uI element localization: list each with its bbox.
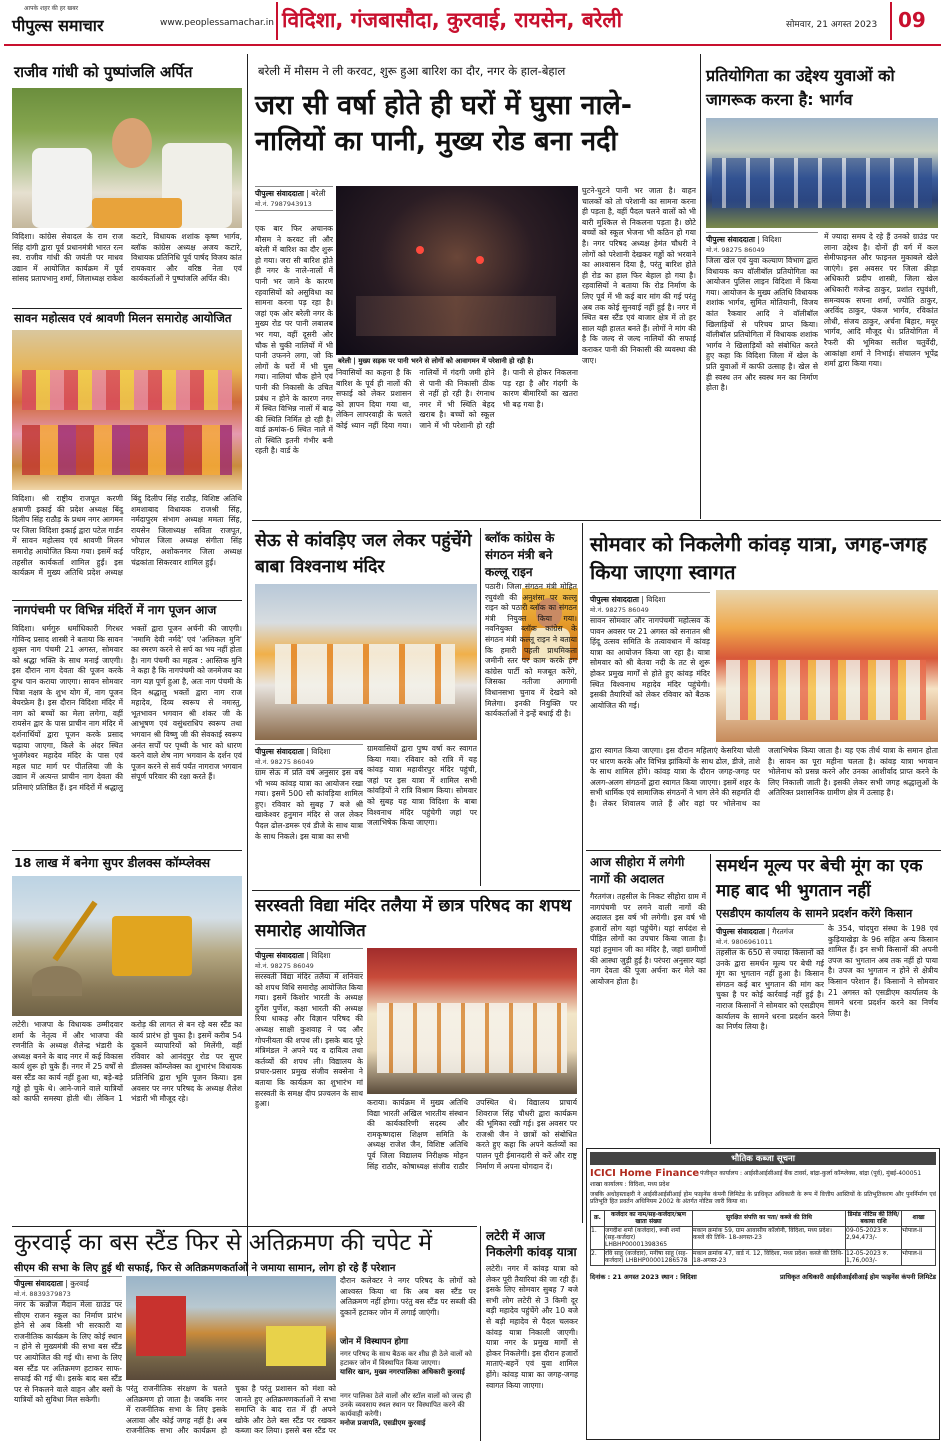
table-header: क्र. bbox=[591, 1210, 605, 1226]
logo-text: पीपुल्स समाचार bbox=[12, 16, 104, 35]
yuva-headline: प्रतियोगिता का उद्देश्य युवाओं को जागरूक करना है: भार्गव bbox=[706, 66, 895, 109]
section-rule bbox=[252, 890, 580, 891]
table-header: डिमांड नोटिस की तिथि/ बकाया राशि bbox=[846, 1210, 902, 1226]
bareli-col1: एक बार फिर अचानक मौसम ने करवट ली और बरेली में बारिश का दौर शुरू हो गया। जरा सी बारिश होते ही नगर के नाले-नालों में पानी भर जाने के कारण रहवासियों को असुविधा का सामना करना पड़ रहा है। जहां एक ओर बरेली नगर के मुख्य रोड पर पानी लबालब भर गया, वहीं दूसरी ओर चौक से चुकी नालियों में भी पानी उफनने लगा, जो कि लोगों के घरों में भी घुस गया। नालियां चौक होने एवं पानी की निकासी के उचित प्रबंध न होने के कारण नगर में स्थित विभिन्न नालों में बाढ़ की स्थिति निर्मित हो रही है। वार्ड क्रमांक-6 स्थित नाले में तो स्थिति इतनी गंभीर बनी रहती है। वार्ड के bbox=[255, 224, 333, 456]
table-cell: 12-05-2023 रु. 1,76,003/- bbox=[846, 1249, 902, 1265]
mung-subhead: एसडीएम कार्यालय के सामने प्रदर्शन करेंगे किसान bbox=[716, 907, 913, 920]
saraswati-photo bbox=[367, 948, 577, 1094]
table-cell: रवि साहू (कर्जदार), मनीषा साहू (सह-कर्जदार) LHBHP00001286578 bbox=[605, 1249, 693, 1265]
saraswati-headline: सरस्वती विद्या मंदिर तलैया में छात्र परिषद का शपथ समारोह आयोजित bbox=[255, 896, 572, 941]
column-divider bbox=[582, 523, 583, 1223]
seu-col1: ग्राम सेऊ में प्रति वर्ष अनुसार इस वर्ष भी भव्य कांवड़ यात्रा का आयोजन रखा गया। इसमें 500 सौ कांवड़िया शामिल हुए। रविवार को सुबह 7 बजे श्री खाकेश्वर हनुमान मंदिर से जल लेकर पैदल ढोल-डमरू एवं डीजे के साथ यात्रा के साथ निकले। इस यात्रा का सभी bbox=[255, 768, 363, 841]
nagpanchami-body: विदिशा। धर्मगुरु धर्माधिकारी गिरधर गोविन्द प्रसाद शास्त्री ने बताया कि सावन शुक्ल नाग पंचमी 21 अगस्त, सोमवार को श्रद्धा भक्ति के साथ मनाई जाएगी। इस दौरान नाग देवता की पूजन करके दुग्ध पान कराया जाएगा। सावन सोमवार चित्रा नक्षत्र के शुभ योग में, नाग पूजन बेयरफ्रेम है। इस दौरान विदिशा मंदिर में नाग को बच्चों का मेला लगेगा, वहीं रायसेन द्वार के पास प्राचीन नाग मंदिर में दर्शनार्थियों द्वारा पूजन करके प्रसाद चढ़ाया जाएगा, किले के अंदर स्थित भुजंगेश्वर महादेव मंदिर के पास एवं महल घाट मार्ग पर पीतलिया जी के उद्यान में अत्यन्त प्राचीन नाग देवता की प्रतिमाएं प्रतिष्ठित हैं। इन मंदिरों में श्रद्धालु भक्तों द्वारा पूजन अर्चनी की जाएगी। 'नमामि देवी नर्मदे' एवं 'अलिकल मुनि' का स्मरण करने से सर्प का भय नहीं होता है। नाग पंचमी का महत्व : आस्तिक मुनि ने कहा है कि नागपंचमी को जनमेजय का नाग यज्ञ पूर्ण हुआ है, अतः नाग पंचमी के दिन श्रद्धालु भक्तों द्वारा नाग राज महादेव, दिव्य स्वरूप से नमःस्तु, भूतभावन भगवान श्री शंकर जी के आभूषण एवं वसुंधराधिप स्वरूप तथा भगवान श्री विष्णु जी की सेवकाई स्वरूप अनंत सर्पों पर पृथ्वी के भार को धारण करने वाले शेष नाग भगवान के दर्शन एवं पूजन करने से सर्व पर्यंत नागराज भगवान संपूर्ण परिवार की रक्षा करते हैं। bbox=[12, 624, 242, 792]
section-title: विदिशा, गंजबासौदा, कुरवाई, रायसेन, बरेली bbox=[282, 8, 623, 32]
section-rule bbox=[12, 308, 242, 309]
rajiv-body: विदिशा। कांग्रेस सेवादल के राम राज सिंह दांगी द्वारा पूर्व प्रधानमंत्री भारत रत्न स्व. राजीव गांधी की जयंती पर माधव उद्यान में आयोजित कार्यक्रम में पूर्व सांसद प्रतापभानु शर्मा, जिलाध्यक्ष राकेश कटारे, विधायक शशांक कृष्ण भार्गव, ब्लॉक कांग्रेस अध्यक्ष अजय कटारे, विधायक प्रतिनिधि पूर्व पार्षद विजय कांत रायकवार और वरिष्ठ नेता एवं कार्यकर्ताओं ने पुष्पांजलि अर्पित की। bbox=[12, 232, 242, 284]
seu-headline: सेऊ से कांवड़िए जल लेकर पहुंचेंगे बाबा विश्वनाथ मंदिर bbox=[255, 531, 472, 577]
table-header: कर्जदार का नाम/सह-कर्जदार/ऋण खाता संख्या bbox=[605, 1210, 693, 1226]
lateri-body: लटेरी। नगर में कांवड़ यात्रा को लेकर पूरी तैयारियां की जा रही हैं। इसके लिए सोमवार सुबह 7 बजे सभी लोग लटेरी से 3 किमी दूर बड़ी महादेव पहुंचेंगे और 10 बजे से बड़ी महादेव से पैदल चलकर कांवड़ यात्रा निकाली जाएगी। यात्रा नगर के प्रमुख मार्गों से होकर निकलेगी। इस दौरान हजारों माताएं-बहनें एवं युवा शामिल होंगे। कांवड़ यात्रा का जगह-जगह स्वागत किया जाएगा। bbox=[486, 1264, 578, 1390]
masthead-divider bbox=[890, 2, 892, 40]
table-row bbox=[591, 1226, 936, 1249]
table-cell: 2. bbox=[591, 1249, 605, 1265]
table-header: सुरक्षित संपत्ति का पता/ कब्जे की तिथि bbox=[693, 1210, 846, 1226]
notice-line-0: पंजीकृत कार्यालय : आईसीआईसीआई बैंक टावर्स, बांद्रा-कुर्ला कॉम्प्लेक्स, बांद्रा (पूर्व), मुंबई-400051 bbox=[700, 1169, 922, 1177]
column-divider bbox=[710, 854, 711, 1144]
lateri-headline: लटेरी में आज निकलेगी कांवड़ यात्रा bbox=[486, 1229, 577, 1259]
sawan-photo bbox=[12, 330, 242, 490]
yuva-col2: में ज्यादा समय दे रहे हैं उनको ग्राउंड पर लाना उद्देश्य है। दोनों ही वर्ग में कल सेमीफाइनल और फाइनल मुकाबले खेले जाएंगे। इस अवसर पर जिला क्रीड़ा अधिकारी प्रदीप शास्त्री, जिला खेल अधिकारी गजेन्द्र ठाकुर, प्रशांत रघुवंशी, समन्वयक सपना शर्मा, ज्योति ठाकुर, अरविंद ठाकुर, पंकज भार्गव, रविकांत लोधी, संजय ठाकुर, अर्चना बिहार, मयूर भार्गव, आदि मौजूद थे। प्रतियोगिता में रैफरी की भूमिका सतीश चतुर्वेदी, आकांक्षा शर्मा ने निभाई। संचालन भूपेंद्र शर्मा द्वारा किया गया। bbox=[824, 232, 938, 369]
block-headline: ब्लॉक कांग्रेस के संगठन मंत्री बने कल्लू राइन bbox=[485, 531, 555, 579]
kurwai-headline: कुरवाई का बस स्टैंड फिर से अतिक्रमण की चपेट में bbox=[14, 1230, 433, 1256]
page-number: 09 bbox=[898, 8, 926, 32]
kurwai-zone-label: जोन में विस्थापन होगा bbox=[340, 1337, 409, 1347]
section-rule bbox=[12, 850, 242, 851]
column-divider bbox=[247, 54, 248, 1374]
legal-notice bbox=[586, 1148, 940, 1440]
bareli-col4: घुटने-घुटने पानी भर जाता है। वाहन चालकों को तो परेशानी का सामना करना ही पड़ता है, वहीं पैदल चलने वालों को भी बारी मुश्किल से निकलना पड़ता है। छोटे बच्चों को स्कूल भेजना भी कठिन हो गया है। नगर परिषद अध्यक्ष हेमंत चौधरी ने लोगों को परेशानी देखकर गड्ढों को भरवाने का आश्वासन दिया है, परंतु बारिश होते ही रोड का हाल फिर बेहाल हो गया है। रहवासियों ने बताया कि रोड निर्माण के लिए पूर्व में भी कई बार मांग की गई परंतु अब तक कोई सुनवाई नहीं हुई है। नगर में स्थित बस स्टैंड एवं बाजार क्षेत्र में तो हर साल यही हालत बनते हैं। लोगों ने मांग की है कि जल्द से जल्द नालियों की सफाई कराकर पानी की निकासी की व्यवस्था की जाए। bbox=[582, 186, 696, 365]
mung-col1: तहसील के 650 से ज्यादा किसानों को उनके द्वारा समर्थन मूल्य पर बेची गई मूंग का भुगतान नहीं हुआ है। किसान संगठन कई बार भुगतान की मांग कर चुका है पर कोई कार्रवाई नहीं हुई है। नाराज किसानों ने सोमवार को एसडीएम कार्यालय के सामने धरना प्रदर्शन करने का निर्णय लिया है। bbox=[716, 948, 824, 1032]
table-cell: जगदीश शर्मा (कर्जदार), रूबी शर्मा (सह-कर्जदार) LHBHP00001398365 bbox=[605, 1226, 693, 1249]
kurwai-byline: पीपुल्स संवाददाता | कुरवाई मो.नं. 8839379873 bbox=[14, 1276, 122, 1301]
somvar-col1: सावन सोमवार और नागपंचमी महोत्सव के पावन अवसर पर 21 अगस्त को सनातन श्री हिंदू उत्सव समिति के तत्वावधान में कांवड़ यात्रा का आयोजन किया जा रहा है। यात्रा सोमवार को श्री बेतवा नदी के तट से शुरू होकर प्रमुख मार्गों से होते हुए कांवड़ मंदिर स्थित विश्वनाथ महादेव मंदिर पहुंचेगी। इसकी तैयारियों को लेकर रविवार को बैठक आयोजित की गई। bbox=[590, 616, 710, 710]
saraswati-body-bottom: कराया। कार्यक्रम में मुख्य अतिथि विद्या भारती अखिल भारतीय संस्थान की कार्यकारिणी सदस्य और रामकृष्णदास शिक्षण समिति के अध्यक्ष राजेश जैन, विशिष्ट अतिथि पूर्व जिला विद्यालय निरीक्षक मोहन सिंह राठौर, कोषाध्यक्ष संजीव राठौर उपस्थित थे। विद्यालय प्राचार्य शिवराज सिंह चौधरी द्वारा कार्यक्रम की भूमिका रखी गई। इस अवसर पर राजश्री जैन ने छात्रों को संबोधित करते हुए कहा कि अपने कर्तव्यों का पालन पूरी ईमानदारी से करें और राष्ट्र निर्माण में अपना योगदान दें। bbox=[367, 1098, 577, 1171]
yuva-photo bbox=[706, 118, 938, 228]
somvar-body-bottom: द्वारा स्वागत किया जाएगा। इस दौरान महिलाएं केसरिया चोली पर धारण करके और विभिन्न झांकियों के साथ ढोल, डीजे, ताशे के साथ शामिल होंगे। कांवड़ यात्रा के दौरान जगह-जगह पर अलग-अलग संगठनों द्वारा स्वागत किया जाएगा। इसमें शहर के सभी धार्मिक एवं सामाजिक संगठनों ने भाग लेने की सहमति दी है। लेकर शिवालय जाते हैं और वहां पर भोलेनाथ का जलाभिषेक किया जाता है। यह एक तीर्थ यात्रा के समान होता है। सावन का पूरा महीना चलता है। कांवड़ यात्रा भगवान भोलेनाथ को प्रसन्न करने और उनका आशीर्वाद प्राप्त करने के लिए निकाली जाती है। इसकी लेकर सभी जगह श्रद्धालुओं के अतिरिक्त प्रशासनिक ग्रामीण क्षेत्र में उत्साह है। bbox=[590, 746, 938, 808]
notice-signature: प्राधिकृत अधिकारी आईसीआईसीआई होम फाइनेंस कंपनी लिमिटेड bbox=[780, 1272, 936, 1281]
table-cell: 09-05-2023 रु. 2,94,473/- bbox=[846, 1226, 902, 1249]
icici-logo: ICICI Home Finance bbox=[590, 1168, 700, 1179]
complex-photo bbox=[12, 876, 242, 1016]
bareli-byline: पीपुल्स संवाददाता | बरेली मो.नं. 7987943913 bbox=[255, 186, 333, 211]
table-cell: भोपाल-II bbox=[902, 1226, 936, 1249]
column-divider bbox=[480, 1226, 481, 1441]
bareli-body-mid: निवासियों का कहना है कि बारिश के पूर्व ही नालों की सफाई को लेकर प्रशासन को ज्ञापन दिया गया था, लेकिन लापरवाही के चलते कोई ध्यान नहीं दिया गया। नालियों में गंदगी जमी होने से पानी की निकासी ठीक से नहीं हो रही है। रंगनाथ नगर में भी स्थिति बेहद खराब है। बच्चों को स्कूल जाने में भी परेशानी हो रही है। पानी से होकर निकलना पड़ रहा है और गंदगी के कारण बीमारियों का खतरा भी बढ़ गया है। bbox=[336, 368, 578, 430]
somvar-photo bbox=[716, 590, 938, 742]
masthead-date: सोमवार, 21 अगस्त 2023 bbox=[786, 20, 878, 30]
table-header: शाखा bbox=[902, 1210, 936, 1226]
notice-table bbox=[590, 1210, 936, 1266]
bareli-headline: जरा सी वर्षा होते ही घरों में घुसा नाले-नालियों का पानी, मुख्य रोड बना नदी bbox=[255, 90, 633, 157]
masthead-logo: आपके शहर की हर खबर पीपुल्स समाचार bbox=[12, 5, 104, 35]
section-rule bbox=[12, 600, 242, 601]
notice-line-2: जबकि अधोहस्ताक्षरी ने आईसीआईसीआई होम फाइनेंस कंपनी लिमिटेड के प्राधिकृत अधिकारी के रूप में वित्तीय आस्तियों के प्रतिभूतिकरण और पुनर्निर्माण एवं प्रतिभूति हित प्रवर्तन अधिनियम 2002 के अंतर्गत नोटिस जारी किया था। bbox=[590, 1190, 936, 1206]
saraswati-byline: पीपुल्स संवाददाता | विदिशा मो.नं. 98275 86049 bbox=[255, 948, 363, 973]
kurwai-col1: नगर के कन्नौज मैदान मेला ग्राउंड पर सीएम राजन स्कूल का निर्माण प्रारंभ होने से अब किसी भी सरकारी या राजनीतिक कार्यक्रम के लिए कोई स्थान न होने से मुख्यमंत्री की सभा बस स्टैंड पर आयोजित की गई थी। सभा के लिए बस स्टैंड पर अतिक्रमण हटाकर साफ-सफाई की गई थी। इसके बाद बस स्टैंड पर से निकलने वाले वाहन और बसों के यात्रियों को सुविधा मिल सकेगी। bbox=[14, 1300, 122, 1405]
masthead bbox=[0, 0, 945, 42]
table-cell: मकान क्रमांक 59, ग्राम आवासीय कॉलोनी, विदिशा, मध्य प्रदेश। कब्जे की तिथि- 18-अगस्त-23 bbox=[693, 1226, 846, 1249]
kurwai-quote1: नगर परिषद के साथ बैठक कर शीघ्र ही ठेले वालों को हटाकर जोन में विस्थापित किया जाएगा। यासिर खान, मुख्य नगरपालिका अधिकारी कुरवाई bbox=[340, 1350, 472, 1376]
masthead-divider bbox=[276, 2, 278, 40]
sawan-body: विदिशा। श्री राष्ट्रीय राजपूत करणी क्षत्राणी इकाई की प्रदेश अध्यक्ष बिंदु दिलीप सिंह राठौड़ के प्रथम नगर आगमन पर जिला विदिशा इकाई द्वारा पटेल गार्डन में सावन महोत्सव एवं श्रावणी मिलन समारोह आयोजित किया गया। इसमें कई तहसील कार्यकर्ता शामिल हुईं। इस कार्यक्रम में मुख्य अतिथि प्रदेश अध्यक्ष बिंदु दिलीप सिंह राठौड़, विशिष्ट अतिथि शमशाबाद विधायक राजश्री सिंह, नर्मदापुरम संभाग अध्यक्ष ममता सिंह, रायसेन जिलाध्यक्ष सविता राजपूत, भोपाल जिला अध्यक्ष संगीता सिंह परिहार, अशोकनगर जिला अध्यक्ष चंद्रकांता सिकरवार शामिल हुईं। bbox=[12, 494, 242, 578]
rajiv-headline: राजीव गांधी को पुष्पांजलि अर्पित bbox=[14, 63, 193, 81]
bareli-photo bbox=[336, 186, 578, 364]
masthead-rule bbox=[4, 44, 941, 46]
somvar-headline: सोमवार को निकलेगी कांवड़ यात्रा, जगह-जगह किया जाएगा स्वागत bbox=[590, 532, 927, 584]
seu-byline: पीपुल्स संवाददाता | विदिशा मो.नं. 98275 86049 bbox=[255, 744, 363, 769]
kurwai-subhead: सीएम की सभा के लिए हुई थी सफाई, फिर से अतिक्रमणकर्ताओं ने जमाया सामान, लोग हो रहे हैं परेशान bbox=[14, 1263, 396, 1274]
seu-col2: ग्रामवासियों द्वारा पुष्प वर्षा कर स्वागत किया गया। रविवार को रात्रि में यह कांवड़ यात्रा महावीरपुर मंदिर पहुंची, जहां पर इस यात्रा में शामिल सभी कांवड़ियों ने रात्रि विश्राम किया। सोमवार को सुबह यह यात्रा विदिशा के बाबा विश्वनाथ मंदिर पहुंचेगी जहां पर जलाभिषेक किया जाएगा। bbox=[367, 744, 477, 828]
mung-col2: के 354, चांदपुरा संस्था के 198 एवं कुड़ियाखेड़ा के 96 सहित अन्य किसान शामिल हैं। इन सभी किसानों की अपनी उपज का भुगतान अब तक नहीं हो पाया है। उपज का भुगतान न होने से क्षेत्रीय किसान परेशान हैं। किसानों ने सोमवार 21 अगस्त को एसडीएम कार्यालय के सामने धरना प्रदर्शन करने का निर्णय लिया है। bbox=[828, 924, 938, 1018]
bareli-caption: बरेली | मुख्य सड़क पर पानी भरने से लोगों को आवागमन में परेशानी हो रही है। bbox=[336, 355, 578, 366]
somvar-byline: पीपुल्स संवाददाता | विदिशा मो.नं. 98275 86049 bbox=[590, 592, 710, 617]
kurwai-quote2: नगर पालिका ठेले वालों और स्टॉल वालों को जल्द ही उनके व्यवसाय स्थल स्थान पर विस्थापित करने की कार्यवाही करेगी। मनोज प्रजापति, एसडीएम कुरवाई bbox=[340, 1392, 472, 1427]
column-divider bbox=[700, 54, 701, 519]
sehore-body: गैरतगंज। तहसील के निकट सीहोरा ग्राम में नागपंचमी पर लगने वाली नागों की अदालत इस वर्ष भी लगेगी। इस वर्ष भी हजारों लोग यहां पहुंचेंगे। यहां सर्पदंश से पीड़ित लोगों का उपचार किया जाता है। यहां हनुमान जी का मंदिर है, जहां ग्रामीणों की आस्था जुड़ी हुई है। परंपरा अनुसार यहां नाग देवता की पूजा अर्चना कर मेले का आयोजन होता है। bbox=[590, 892, 706, 986]
seu-photo bbox=[255, 584, 477, 740]
section-rule bbox=[12, 1226, 477, 1227]
kurwai-photo bbox=[126, 1276, 336, 1380]
notice-line-1: शाखा कार्यालय : विदिशा, मध्य प्रदेश bbox=[590, 1181, 670, 1188]
table-cell: भोपाल-II bbox=[902, 1249, 936, 1265]
bareli-kicker: बरेली में मौसम ने ली करवट, शुरू हुआ बारिश का दौर, नगर के हाल-बेहाल bbox=[258, 64, 566, 78]
complex-body: लटेरी। भाजपा के विधायक उम्मीदवार शर्मा के नेतृत्व में और भाजपा की रणनीति के अध्यक्ष शैलेन्द्र भंडारी के अध्यक्ष बनने के बाद नगर में कई विकास कार्य शुरू हो चुके हैं। नगर में 25 वर्षों से बस स्टैंड का कार्य नहीं हुआ था, बड़े-बड़े गड्ढे हो चुके थे। आने-जाने वाले यात्रियों को काफी समस्या होती थी। लेकिन 1 करोड़ की लागत से बन रहे बस स्टैंड का कार्य प्रारंभ हो चुका है। इसमें करीब 54 दुकानें व्यापारियों को मिलेंगी, वहीं रविवार को आनंदपुर रोड पर सुपर डीलक्स कॉम्प्लेक्स का शुभारंभ विधायक प्रतिनिधि द्वारा भूमि पूजन किया। इस अवसर पर नगर परिषद के अध्यक्ष शैलेश भंडारी भी मौजूद रहे। bbox=[12, 1020, 242, 1104]
notice-footer: दिनांक : 21 अगस्त 2023 स्थान : विदिशा bbox=[590, 1272, 697, 1281]
mung-headline: समर्थन मूल्य पर बेची मूंग का एक माह बाद भी भुगतान नहीं bbox=[716, 856, 923, 901]
column-divider bbox=[480, 528, 481, 886]
table-cell: 1. bbox=[591, 1226, 605, 1249]
yuva-byline: पीपुल्स संवाददाता | विदिशा मो.नं. 98275 86049 bbox=[706, 232, 818, 257]
rajiv-photo bbox=[12, 88, 242, 228]
kurwai-body-bottom: परंतु राजनीतिक संरक्षण के चलते अतिक्रमण हो जाता है। जबकि नगर में राजनीतिक सभा के लिए इसके अलावा और कोई जगह नहीं है। अब राजनीतिक सभा और कार्यक्रम हो चुका है परंतु प्रशासन को मंशा को जानते हुए अतिक्रमणकर्ताओं ने सभा समाप्ति के बाद रात में ही अपने खोके और ठेले बस स्टैंड पर रखकर कब्जा कर लिया। इससे बस स्टैंड पर bbox=[126, 1384, 336, 1436]
section-rule bbox=[586, 850, 941, 851]
block-body: पठारी। जिला संगठन मंत्री मोहित रघुवंशी की अनुशंसा पर कल्लू राइन को पठारी ब्लॉक का संगठन मंत्री नियुक्त किया गया। नवनियुक्त ब्लॉक कांग्रेस के संगठन मंत्री कल्लू राइन ने बताया कि हमारी पहली प्राथमिकता जमीनी स्तर पर काम करके हम कांग्रेस पार्टी को मजबूत करेंगे, जिसका नतीजा आगामी विधानसभा चुनाव में देखने को मिलेगा। इनकी नियुक्ति पर कार्यकर्ताओं ने इन्हें बधाई दी है। bbox=[485, 582, 577, 719]
table-row bbox=[591, 1249, 936, 1265]
complex-headline: 18 लाख में बनेगा सुपर डीलक्स कॉम्प्लेक्स bbox=[14, 855, 211, 870]
sehore-headline: आज सीहोरा में लगेगी नागों की अदालत bbox=[590, 855, 685, 886]
masthead-website[interactable]: www.peoplessamachar.in bbox=[160, 18, 274, 28]
section-rule bbox=[252, 520, 941, 521]
notice-title: भौतिक कब्जा सूचना bbox=[590, 1152, 936, 1165]
nagpanchami-headline: नागपंचमी पर विभिन्न मंदिरों में नाग पूजन आज bbox=[14, 603, 217, 617]
mung-byline: पीपुल्स संवाददाता | गैरतगंज मो.नं. 9806961011 bbox=[716, 924, 824, 949]
table-cell: मकान क्रमांक 47, वार्ड नं. 12, विदिशा, मध्य प्रदेश। कब्जे की तिथि- 18-अगस्त-23 bbox=[693, 1249, 846, 1265]
kurwai-col4: दौरान कलेक्टर ने नगर परिषद के लोगों को आश्वस्त किया था कि अब बस स्टैंड पर अतिक्रमण नहीं होगा। परंतु बस स्टैंड पर सब्जी की दुकानें हटाकर जोन में लगाई जाएंगी। bbox=[340, 1276, 476, 1317]
sawan-headline: सावन महोत्सव एवं श्रावणी मिलन समारोह आयोजित bbox=[14, 311, 232, 325]
yuva-col1: जिला खेल एवं युवा कल्याण विभाग द्वारा विधायक कप वॉलीबॉल प्रतियोगिता का आयोजन पुलिस लाइन विदिशा में किया गया। आयोजन के मुख्य अतिथि विधायक शशांक भार्गव, सुमित मोतियानी, विजय कांत रैकवार आदि ने वॉलीबॉल खिलाड़ियों से परिचय प्राप्त किया। वॉलीबॉल प्रतियोगिता में विधायक शशांक भार्गव ने खिलाड़ियों को संबोधित करते हुए कहा कि विदिशा जिला में खेल के प्रति युवाओं में काफी उत्साह है। खेल से ही स्वस्थ तन और स्वस्थ मन का निर्माण होता है। bbox=[706, 256, 818, 393]
saraswati-col1: सरस्वती विद्या मंदिर तलैया में शनिवार को शपथ विधि समारोह आयोजित किया गया। इसमें किशोर भारती के अध्यक्ष दुर्गेश पुर्णेश, कक्षा भारती की अध्यक्ष रिया धाकड़ और विज्ञान परिषद की अध्यक्ष साक्षी कुशवाह ने पद और गोपनीयता की शपथ ली। इसके बाद पूरे मंत्रिमंडल ने अपने पद व दायित्व तथा कर्तव्यों की शपथ ली। विद्यालय के प्रचार-प्रसार प्रमुख संजीव सक्सेना ने बताया कि कार्यक्रम का शुभारंभ मां सरस्वती के समक्ष दीप प्रज्वलन के साथ हुआ। bbox=[255, 972, 363, 1109]
